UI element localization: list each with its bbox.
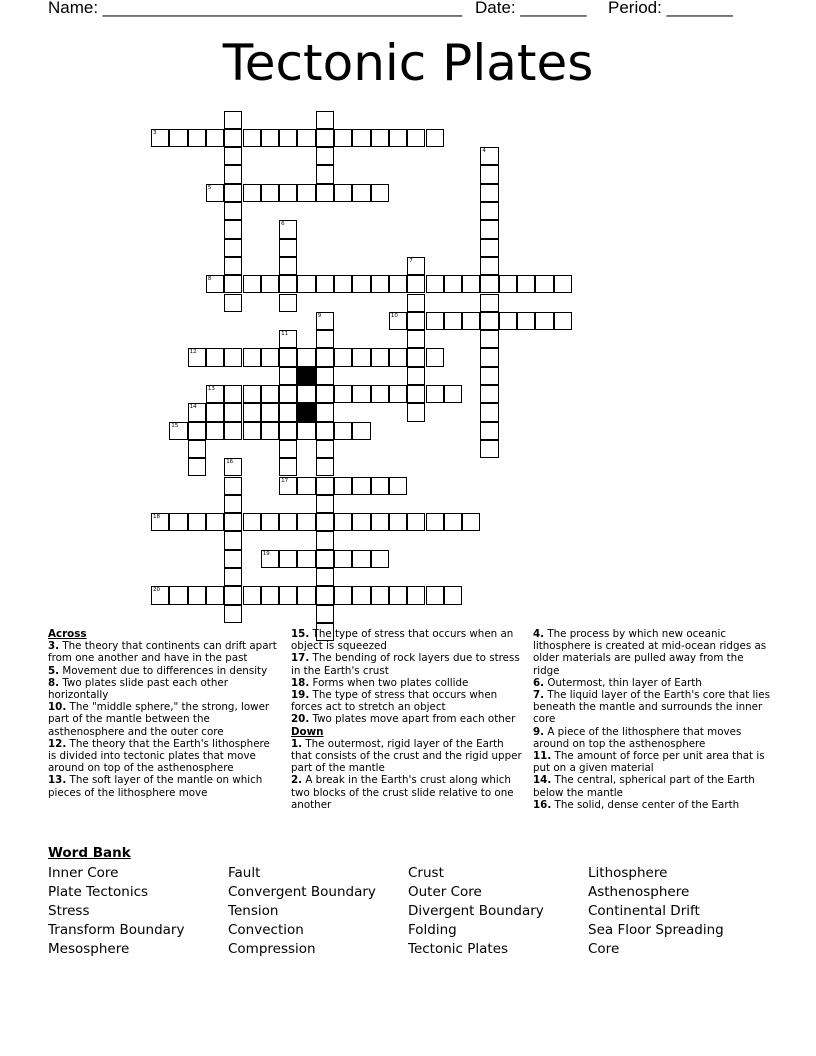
clue-number: 14 <box>189 404 197 411</box>
clue-number: 19 <box>262 550 270 557</box>
grid-cell[interactable] <box>316 422 334 440</box>
grid-cell[interactable] <box>297 513 315 531</box>
across-clue: 19. The type of stress that occurs when forces act to stretch an object <box>291 689 498 714</box>
grid-cell[interactable] <box>371 385 389 403</box>
grid-cell[interactable] <box>352 513 370 531</box>
grid-cell[interactable] <box>334 129 352 147</box>
grid-cell[interactable] <box>206 403 224 421</box>
grid-cell[interactable] <box>206 184 224 202</box>
grid-cell[interactable] <box>188 422 206 440</box>
grid-cell[interactable] <box>279 239 297 257</box>
grid-cell[interactable] <box>279 403 297 421</box>
grid-cell[interactable] <box>279 367 297 385</box>
grid-cell[interactable] <box>371 477 389 495</box>
grid-cell[interactable] <box>334 184 352 202</box>
grid-cell[interactable] <box>297 477 315 495</box>
grid-cell[interactable] <box>371 129 389 147</box>
grid-cell[interactable] <box>279 275 297 293</box>
grid-cell[interactable] <box>188 403 206 421</box>
across-clue: 8. Two plates slide past each other horizontally <box>48 676 228 702</box>
across-clue: 18. Forms when two plates collide <box>291 676 469 689</box>
word-bank-item: Outer Core <box>408 884 482 900</box>
grid-cell[interactable] <box>480 440 498 458</box>
grid-cell[interactable] <box>407 403 425 421</box>
grid-cell[interactable] <box>352 129 370 147</box>
down-heading: Down <box>291 725 324 738</box>
word-bank-item: Mesosphere <box>48 941 130 957</box>
grid-cell[interactable] <box>444 586 462 604</box>
grid-cell[interactable] <box>371 513 389 531</box>
grid-cell[interactable] <box>371 184 389 202</box>
grid-cell[interactable] <box>352 422 370 440</box>
grid-cell[interactable] <box>151 129 169 147</box>
grid-cell[interactable] <box>224 458 242 476</box>
grid-cell[interactable] <box>261 586 279 604</box>
grid-cell[interactable] <box>444 513 462 531</box>
grid-cell[interactable] <box>334 477 352 495</box>
grid-cell[interactable] <box>297 586 315 604</box>
grid-cell[interactable] <box>480 275 498 293</box>
grid-cell[interactable] <box>316 184 334 202</box>
grid-cell[interactable] <box>407 385 425 403</box>
grid-cell[interactable] <box>224 294 242 312</box>
grid-cell[interactable] <box>444 385 462 403</box>
clue-number: 4 <box>482 148 486 155</box>
grid-cell[interactable] <box>279 422 297 440</box>
word-bank-item: Divergent Boundary <box>408 903 544 919</box>
grid-cell[interactable] <box>224 495 242 513</box>
grid-cell[interactable] <box>261 385 279 403</box>
grid-cell[interactable] <box>316 385 334 403</box>
grid-cell[interactable] <box>407 330 425 348</box>
grid-cell[interactable] <box>261 513 279 531</box>
grid-cell[interactable] <box>480 385 498 403</box>
grid-cell[interactable] <box>316 550 334 568</box>
grid-cell[interactable] <box>261 275 279 293</box>
grid-cell[interactable] <box>352 275 370 293</box>
grid-cell[interactable] <box>224 239 242 257</box>
word-bank-item: Sea Floor Spreading <box>588 922 724 938</box>
word-bank-item: Continental Drift <box>588 903 700 919</box>
grid-cell[interactable] <box>224 586 242 604</box>
grid-cell[interactable] <box>352 586 370 604</box>
across-clue: 17. The bending of rock layers due to stress in the Earth's crust <box>291 652 520 677</box>
grid-cell[interactable] <box>426 385 444 403</box>
grid-cell[interactable] <box>480 348 498 366</box>
down-clue: 4. The process by which new oceanic lithosphere is created at mid-ocean ridges as older materials are pulled away from the ridge <box>533 628 767 677</box>
grid-cell[interactable] <box>224 605 242 623</box>
grid-cell[interactable] <box>407 586 425 604</box>
clue-number: 12 <box>189 349 197 356</box>
grid-cell[interactable] <box>297 550 315 568</box>
grid-cell[interactable] <box>297 422 315 440</box>
grid-cell[interactable] <box>188 458 206 476</box>
word-bank-column-1 <box>48 864 184 959</box>
grid-cell[interactable] <box>151 513 169 531</box>
word-bank-item: Folding <box>408 922 457 938</box>
grid-cell[interactable] <box>334 275 352 293</box>
grid-cell[interactable] <box>480 165 498 183</box>
grid-cell[interactable] <box>480 184 498 202</box>
grid-cell[interactable] <box>462 513 480 531</box>
grid-cell[interactable] <box>517 275 535 293</box>
grid-cell[interactable] <box>169 129 187 147</box>
grid-cell[interactable] <box>352 477 370 495</box>
across-heading: Across <box>48 628 87 640</box>
grid-cell[interactable] <box>243 275 261 293</box>
grid-cell[interactable] <box>316 513 334 531</box>
grid-cell[interactable] <box>224 550 242 568</box>
grid-cell[interactable] <box>206 513 224 531</box>
period-field[interactable]: Period: _______ <box>608 0 733 17</box>
grid-cell[interactable] <box>188 513 206 531</box>
grid-cell[interactable] <box>462 275 480 293</box>
grid-cell[interactable] <box>444 275 462 293</box>
grid-cell[interactable] <box>499 275 517 293</box>
grid-cell[interactable] <box>352 550 370 568</box>
word-bank-item: Core <box>588 941 620 957</box>
grid-cell[interactable] <box>261 184 279 202</box>
grid-cell[interactable] <box>206 348 224 366</box>
grid-cell[interactable] <box>389 586 407 604</box>
grid-cell[interactable] <box>334 348 352 366</box>
word-bank-title: Word Bank <box>48 845 131 861</box>
black-square <box>297 367 315 385</box>
grid-cell[interactable] <box>279 440 297 458</box>
grid-cell[interactable] <box>371 586 389 604</box>
grid-cell[interactable] <box>480 239 498 257</box>
grid-cell[interactable] <box>206 422 224 440</box>
clue-number: 5 <box>207 184 212 191</box>
grid-cell[interactable] <box>407 294 425 312</box>
grid-cell[interactable] <box>334 422 352 440</box>
grid-cell[interactable] <box>480 422 498 440</box>
grid-cell[interactable] <box>371 275 389 293</box>
grid-cell[interactable] <box>480 294 498 312</box>
grid-cell[interactable] <box>243 184 261 202</box>
clue-number: 11 <box>281 331 289 338</box>
clue-number: 6 <box>281 221 285 228</box>
grid-cell[interactable] <box>151 586 169 604</box>
grid-cell[interactable] <box>535 275 553 293</box>
grid-cell[interactable] <box>279 385 297 403</box>
grid-cell[interactable] <box>535 312 553 330</box>
grid-cell[interactable] <box>224 129 242 147</box>
grid-cell[interactable] <box>426 348 444 366</box>
grid-cell[interactable] <box>334 385 352 403</box>
grid-cell[interactable] <box>224 257 242 275</box>
word-bank-item: Tension <box>228 903 279 919</box>
grid-cell[interactable] <box>334 513 352 531</box>
grid-cell[interactable] <box>316 605 334 623</box>
grid-cell[interactable] <box>279 257 297 275</box>
grid-cell[interactable] <box>389 513 407 531</box>
grid-cell[interactable] <box>206 385 224 403</box>
grid-cell[interactable] <box>188 348 206 366</box>
grid-cell[interactable] <box>316 147 334 165</box>
grid-cell[interactable] <box>316 440 334 458</box>
across-clue: 15. The type of stress that occurs when an object is squeezed <box>291 628 514 653</box>
grid-cell[interactable] <box>224 275 242 293</box>
word-bank-item: Fault <box>228 865 261 881</box>
grid-cell[interactable] <box>279 220 297 238</box>
black-square <box>297 403 315 421</box>
grid-cell[interactable] <box>389 477 407 495</box>
grid-cell[interactable] <box>261 422 279 440</box>
grid-cell[interactable] <box>316 531 334 549</box>
grid-cell[interactable] <box>426 312 444 330</box>
clues-column-2 <box>291 628 523 811</box>
word-bank-item: Compression <box>228 941 316 957</box>
word-bank-item: Crust <box>408 865 444 881</box>
grid-cell[interactable] <box>426 586 444 604</box>
grid-cell[interactable] <box>462 312 480 330</box>
word-bank-item: Tectonic Plates <box>408 941 509 957</box>
name-field[interactable]: Name: ______________________________________ <box>48 0 463 17</box>
word-bank-column-3 <box>408 864 544 959</box>
grid-cell[interactable] <box>261 348 279 366</box>
grid-cell[interactable] <box>389 275 407 293</box>
grid-cell[interactable] <box>279 477 297 495</box>
grid-cell[interactable] <box>316 129 334 147</box>
grid-cell[interactable] <box>334 550 352 568</box>
page-title: Tectonic Plates <box>222 34 594 92</box>
grid-cell[interactable] <box>480 257 498 275</box>
word-bank-column-2 <box>228 864 376 959</box>
word-bank-item: Inner Core <box>48 865 119 881</box>
grid-cell[interactable] <box>316 403 334 421</box>
clue-number: 16 <box>226 459 234 466</box>
grid-cell[interactable] <box>499 312 517 330</box>
grid-cell[interactable] <box>261 403 279 421</box>
grid-cell[interactable] <box>279 458 297 476</box>
grid-cell[interactable] <box>279 330 297 348</box>
down-clue: 11. The amount of force per unit area that is put on a given material <box>533 750 765 775</box>
grid-cell[interactable] <box>480 403 498 421</box>
grid-cell[interactable] <box>371 348 389 366</box>
grid-cell[interactable] <box>261 550 279 568</box>
grid-cell[interactable] <box>480 330 498 348</box>
grid-cell[interactable] <box>352 385 370 403</box>
grid-cell[interactable] <box>480 147 498 165</box>
grid-cell[interactable] <box>316 111 334 129</box>
down-clue: 14. The central, spherical part of the Earth below the mantle <box>533 774 755 799</box>
word-bank-item: Transform Boundary <box>48 922 185 938</box>
grid-cell[interactable] <box>480 312 498 330</box>
grid-cell[interactable] <box>243 129 261 147</box>
grid-cell[interactable] <box>243 403 261 421</box>
across-clue: 10. The "middle sphere," the strong, lower part of the mantle between the asthenosphere and the outer core <box>48 701 270 738</box>
grid-cell[interactable] <box>206 586 224 604</box>
grid-cell[interactable] <box>389 129 407 147</box>
grid-cell[interactable] <box>224 111 242 129</box>
grid-cell[interactable] <box>407 348 425 366</box>
grid-cell[interactable] <box>188 586 206 604</box>
across-clue: 3. The theory that continents can drift apart from one another and have in the past <box>48 640 277 665</box>
grid-cell[interactable] <box>444 312 462 330</box>
grid-cell[interactable] <box>279 184 297 202</box>
grid-cell[interactable] <box>316 367 334 385</box>
grid-cell[interactable] <box>224 403 242 421</box>
clue-number: 9 <box>317 312 322 319</box>
grid-cell[interactable] <box>407 312 425 330</box>
grid-cell[interactable] <box>279 348 297 366</box>
down-clue: 16. The solid, dense center of the Earth <box>533 798 740 811</box>
grid-cell[interactable] <box>243 422 261 440</box>
grid-cell[interactable] <box>426 129 444 147</box>
grid-cell[interactable] <box>224 477 242 495</box>
grid-cell[interactable] <box>316 568 334 586</box>
clue-number: 18 <box>153 514 160 521</box>
grid-cell[interactable] <box>279 294 297 312</box>
grid-cell[interactable] <box>188 129 206 147</box>
grid-cell[interactable] <box>316 458 334 476</box>
down-clue: 6. Outermost, thin layer of Earth <box>533 676 702 689</box>
grid-cell[interactable] <box>316 348 334 366</box>
grid-cell[interactable] <box>316 477 334 495</box>
grid-cell[interactable] <box>243 348 261 366</box>
clues-column-3 <box>533 628 773 811</box>
grid-cell[interactable] <box>169 586 187 604</box>
grid-cell[interactable] <box>554 275 572 293</box>
grid-cell[interactable] <box>334 586 352 604</box>
clue-number: 13 <box>207 386 215 392</box>
grid-cell[interactable] <box>224 165 242 183</box>
grid-cell[interactable] <box>279 586 297 604</box>
grid-cell[interactable] <box>407 367 425 385</box>
grid-cell[interactable] <box>389 312 407 330</box>
word-bank-item: Stress <box>48 903 90 919</box>
word-bank-column-4 <box>588 864 724 959</box>
across-clue: 13. The soft layer of the mantle on which pieces of the lithosphere move <box>48 774 263 799</box>
clue-number: 17 <box>281 477 289 484</box>
down-clue: 1. The outermost, rigid layer of the Earth that consists of the crust and the rigid upper part of the mantle <box>291 737 522 775</box>
grid-cell[interactable] <box>224 184 242 202</box>
clue-number: 15 <box>171 422 179 429</box>
clue-number: 7 <box>409 257 413 264</box>
grid-cell[interactable] <box>224 385 242 403</box>
word-bank-item: Asthenosphere <box>588 884 690 900</box>
grid-cell[interactable] <box>316 330 334 348</box>
grid-cell[interactable] <box>297 275 315 293</box>
grid-cell[interactable] <box>261 129 279 147</box>
grid-cell[interactable] <box>224 513 242 531</box>
grid-cell[interactable] <box>297 184 315 202</box>
across-clue: 12. The theory that the Earth's lithosphere is divided into tectonic plates that move around on top of the asthenosphere <box>48 737 270 775</box>
grid-cell[interactable] <box>407 257 425 275</box>
grid-cell[interactable] <box>224 568 242 586</box>
grid-cell[interactable] <box>279 513 297 531</box>
across-clue: 5. Movement due to differences in density <box>48 664 268 677</box>
grid-cell[interactable] <box>243 385 261 403</box>
grid-cell[interactable] <box>389 385 407 403</box>
date-field[interactable]: Date: _______ <box>475 0 587 17</box>
grid-cell[interactable] <box>426 275 444 293</box>
grid-cell[interactable] <box>407 129 425 147</box>
grid-cell[interactable] <box>224 147 242 165</box>
grid-cell[interactable] <box>480 367 498 385</box>
grid-cell[interactable] <box>206 275 224 293</box>
word-bank-item: Lithosphere <box>588 865 668 881</box>
clue-number: 20 <box>153 587 160 594</box>
word-bank-item: Convergent Boundary <box>228 884 376 900</box>
grid-cell[interactable] <box>279 129 297 147</box>
grid-cell[interactable] <box>224 348 242 366</box>
grid-cell[interactable] <box>224 531 242 549</box>
clue-number: 3 <box>153 129 157 136</box>
grid-cell[interactable] <box>480 220 498 238</box>
grid-cell[interactable] <box>316 586 334 604</box>
grid-cell[interactable] <box>480 202 498 220</box>
grid-cell[interactable] <box>554 312 572 330</box>
grid-cell[interactable] <box>188 440 206 458</box>
grid-cell[interactable] <box>206 129 224 147</box>
grid-cell[interactable] <box>352 348 370 366</box>
clue-number: 10 <box>390 312 398 319</box>
grid-cell[interactable] <box>243 513 261 531</box>
grid-cell[interactable] <box>316 275 334 293</box>
across-clue: 20. Two plates move apart from each other <box>291 713 516 726</box>
down-clue: 9. A piece of the lithosphere that moves around on top the asthenosphere <box>533 725 742 750</box>
grid-cell[interactable] <box>279 550 297 568</box>
down-clue: 2. A break in the Earth's crust along which two blocks of the crust slide relative to one another <box>291 774 514 811</box>
grid-cell[interactable] <box>169 513 187 531</box>
grid-cell[interactable] <box>297 129 315 147</box>
grid-cell[interactable] <box>297 385 315 403</box>
grid-cell[interactable] <box>371 550 389 568</box>
grid-cell[interactable] <box>426 513 444 531</box>
grid-cell[interactable] <box>224 422 242 440</box>
grid-cell[interactable] <box>517 312 535 330</box>
clue-number: 8 <box>207 276 212 283</box>
grid-cell[interactable] <box>316 312 334 330</box>
clues-column-1 <box>48 628 280 799</box>
grid-cell[interactable] <box>407 275 425 293</box>
grid-cell[interactable] <box>352 184 370 202</box>
grid-cell[interactable] <box>407 513 425 531</box>
down-clue: 7. The liquid layer of the Earth's core that lies beneath the mantle and surrounds the inner core <box>533 689 770 726</box>
grid-cell[interactable] <box>169 422 187 440</box>
grid-cell[interactable] <box>316 165 334 183</box>
word-bank-item: Plate Tectonics <box>48 884 149 900</box>
word-bank-item: Convection <box>228 922 304 938</box>
grid-cell[interactable] <box>243 586 261 604</box>
grid-cell[interactable] <box>224 202 242 220</box>
grid-cell[interactable] <box>389 348 407 366</box>
grid-cell[interactable] <box>316 495 334 513</box>
grid-cell[interactable] <box>224 220 242 238</box>
grid-cell[interactable] <box>297 348 315 366</box>
